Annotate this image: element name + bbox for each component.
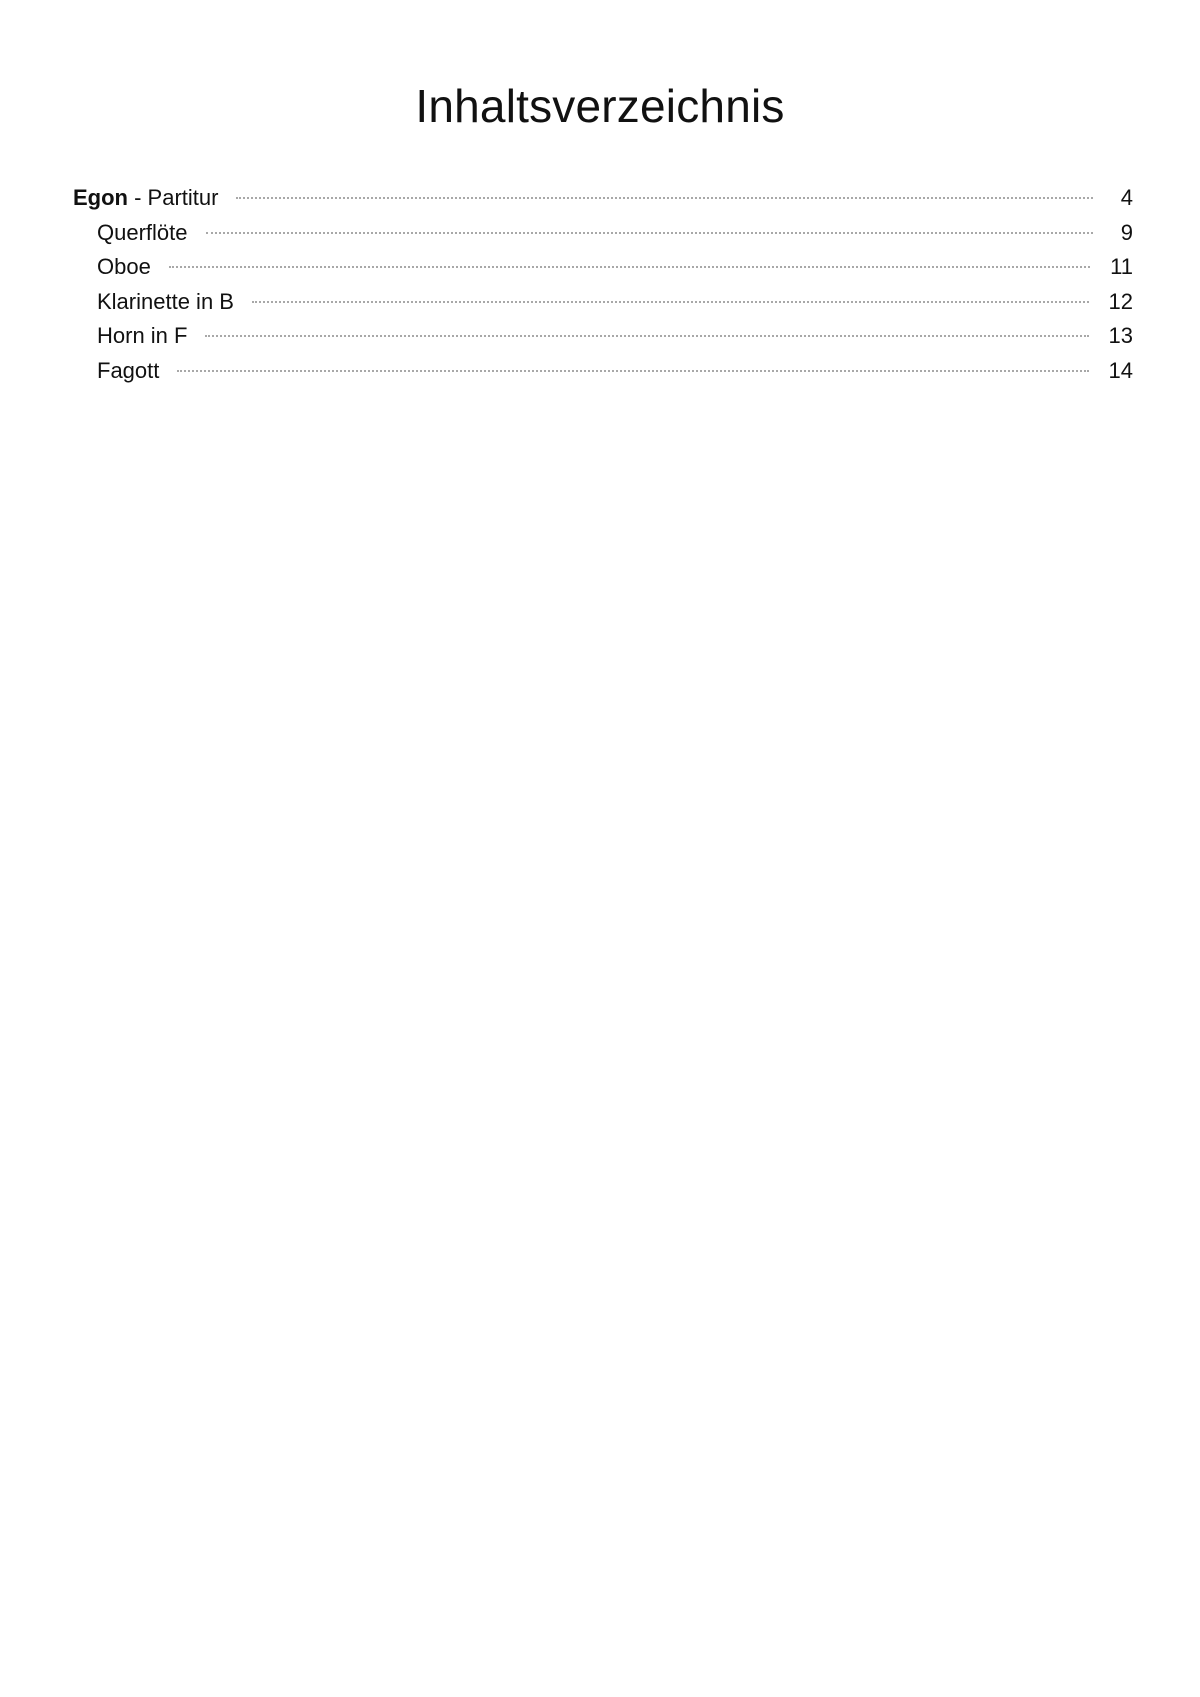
toc-dot-leader xyxy=(205,335,1088,337)
page-title: Inhaltsverzeichnis xyxy=(415,80,785,132)
toc-entry-label xyxy=(73,181,218,216)
toc-page-number: 14 xyxy=(1108,357,1133,383)
toc-page-number: 9 xyxy=(1120,219,1133,245)
toc-page-number: 11 xyxy=(1110,254,1133,280)
toc-dot-leader xyxy=(169,266,1090,268)
toc-entry-horn[interactable] xyxy=(73,319,1133,354)
toc-entry-klarinette[interactable] xyxy=(73,285,1133,320)
toc-entry-label: Oboe xyxy=(97,254,151,280)
toc-entry-label: Horn in F xyxy=(97,323,188,349)
toc-entry-oboe[interactable] xyxy=(73,250,1133,285)
toc-dot-leader xyxy=(252,301,1089,303)
toc-entry-main[interactable] xyxy=(73,181,1133,216)
toc-entry-label: Querflöte xyxy=(97,219,188,245)
toc-entry-label: Fagott xyxy=(97,357,160,383)
toc-page-number: 12 xyxy=(1108,288,1133,314)
toc-dot-leader xyxy=(236,197,1093,199)
toc-dot-leader xyxy=(177,370,1088,372)
toc-entry-title-rest: - Partitur xyxy=(128,185,219,210)
toc-page-number: 13 xyxy=(1108,323,1133,349)
toc-dot-leader xyxy=(206,232,1094,234)
toc-entry-label: Klarinette in B xyxy=(97,288,234,314)
toc-entry-fagott[interactable] xyxy=(73,354,1133,389)
toc-page-number: 4 xyxy=(1120,185,1133,210)
toc-entry-title-bold: Egon xyxy=(73,185,128,210)
toc-entry-querfloete[interactable] xyxy=(73,216,1133,251)
table-of-contents xyxy=(73,181,1133,389)
